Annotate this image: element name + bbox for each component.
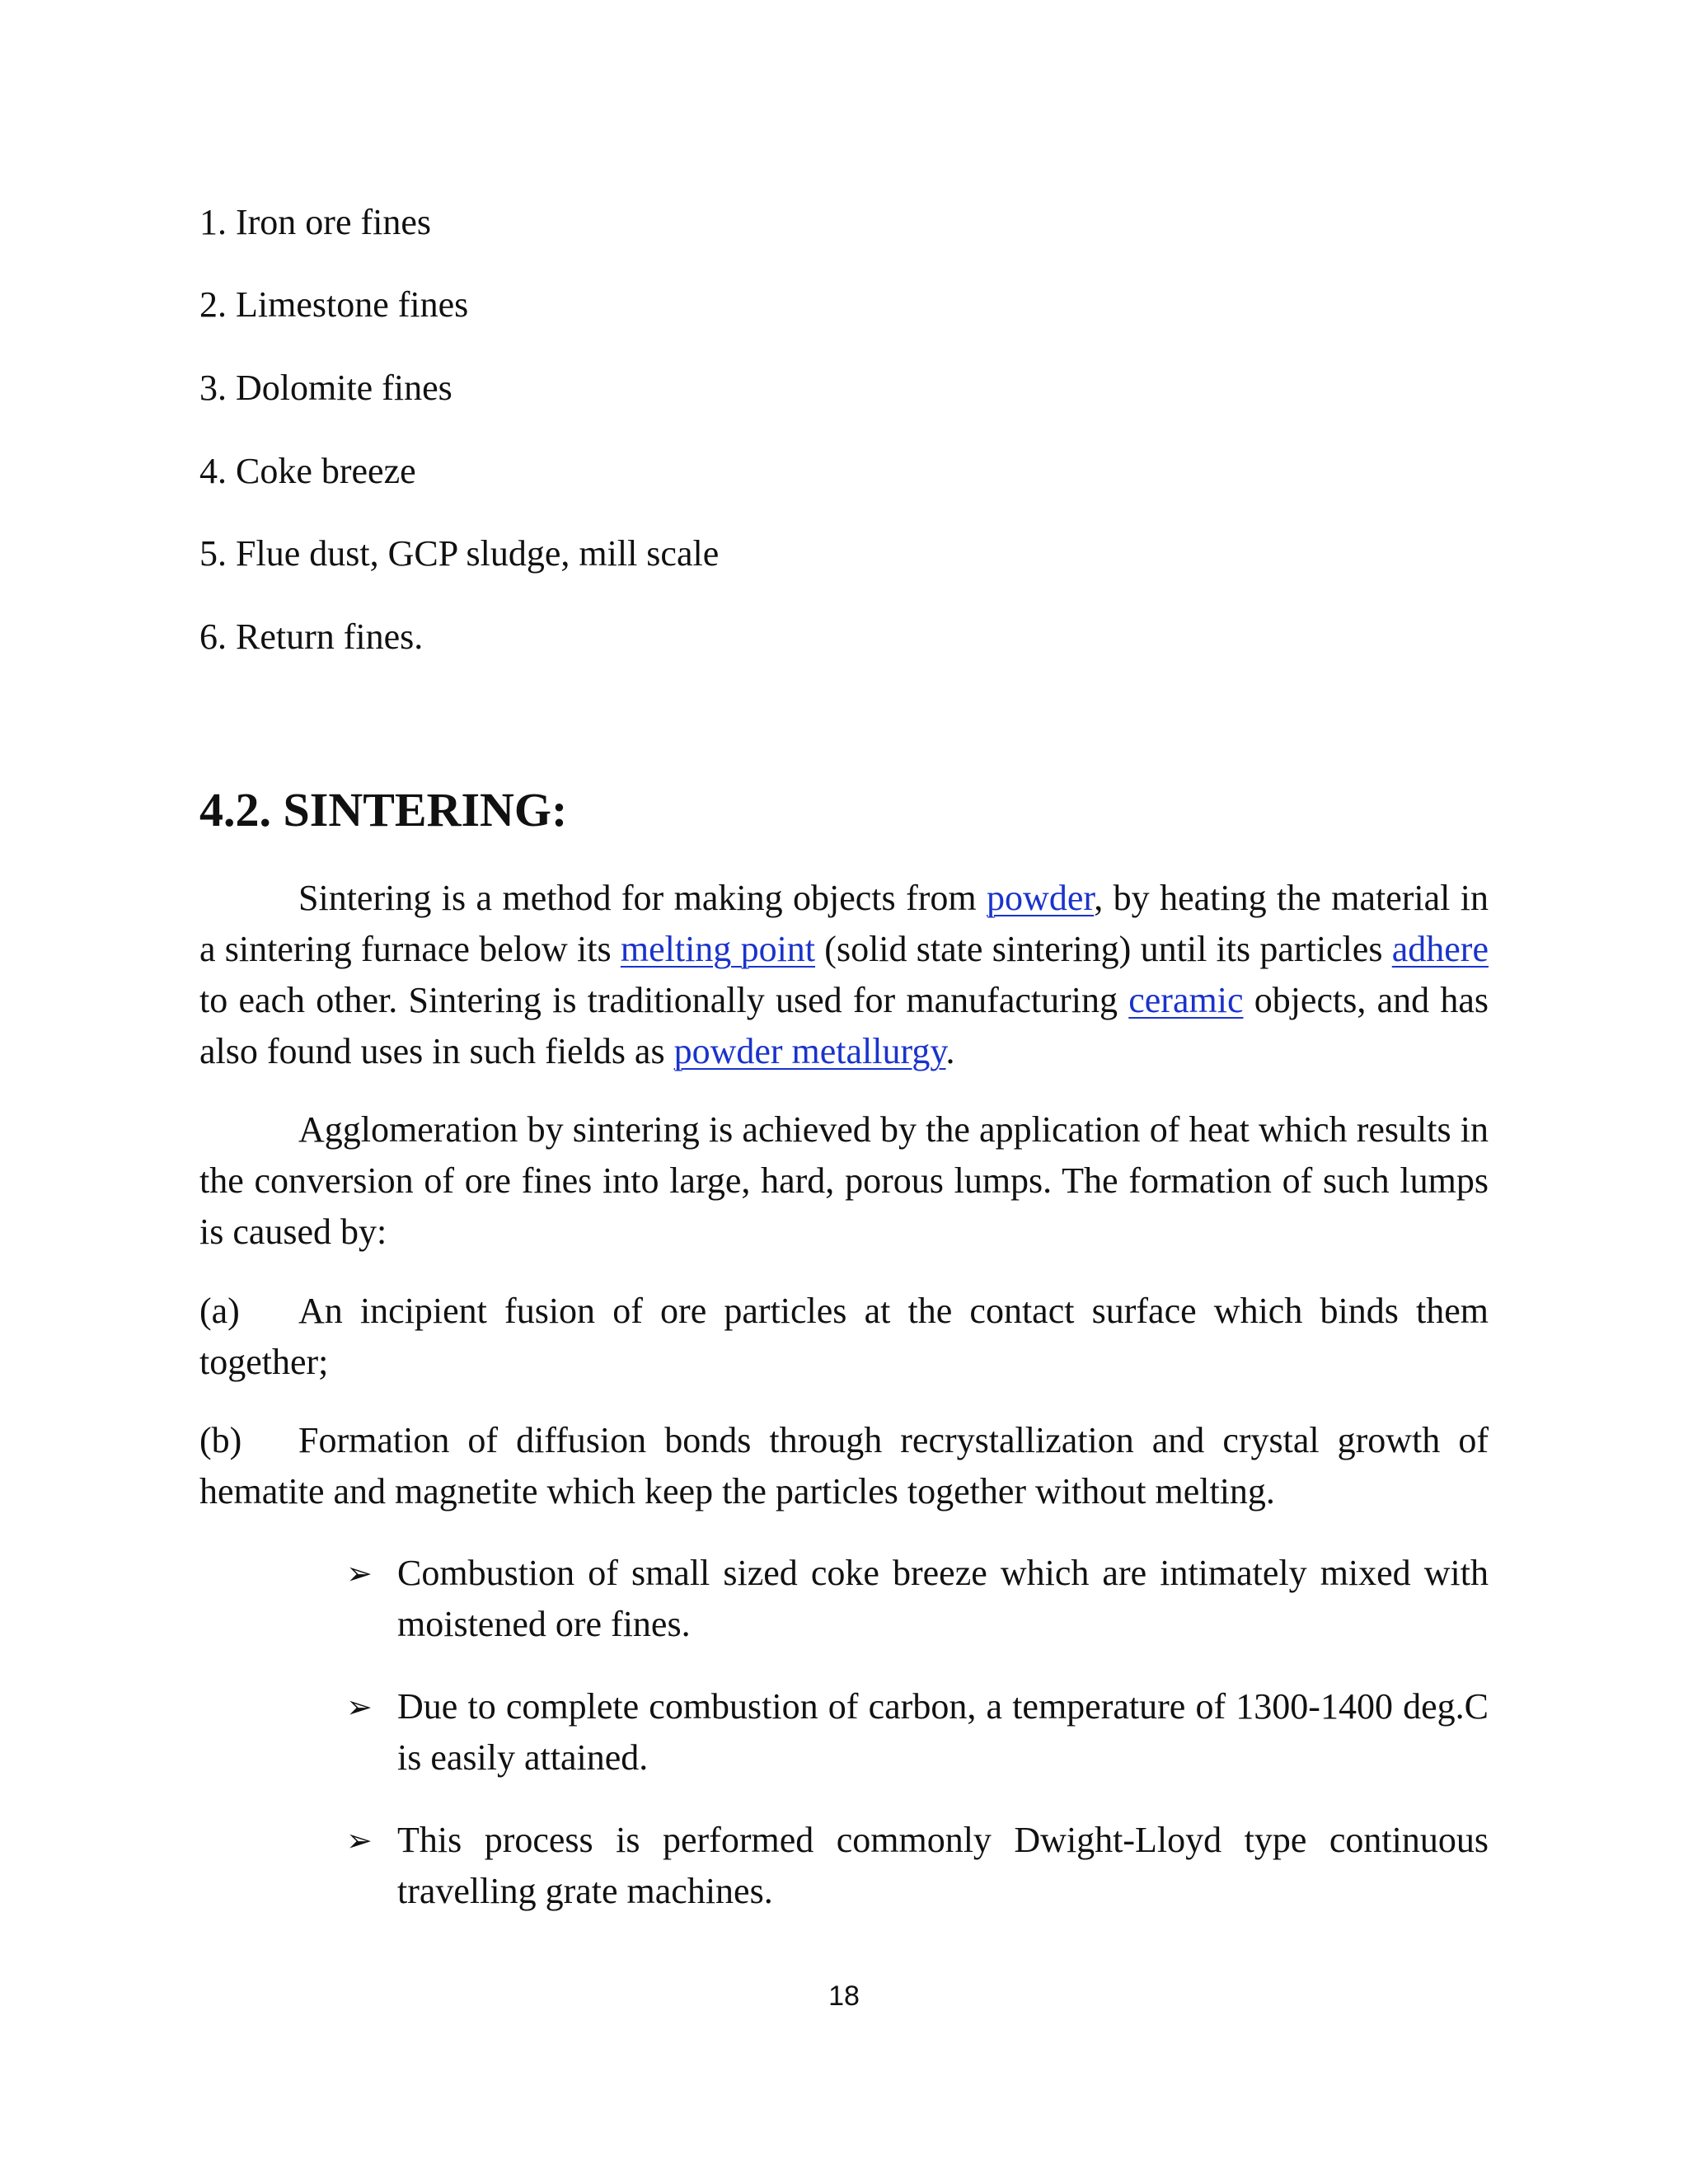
paragraph-text: (solid state sintering) until its particles <box>815 929 1392 969</box>
section-heading: 4.2. SINTERING: <box>199 783 568 837</box>
list-item: 4. Coke breeze <box>199 451 416 491</box>
paragraph-text: Sintering is a method for making objects from <box>298 878 987 918</box>
link-adhere[interactable]: adhere <box>1391 929 1489 969</box>
bullet-item <box>346 1815 1489 1917</box>
page-number: 18 <box>828 1980 860 2012</box>
paragraph-text: , by heating the material in a sintering furnace below its <box>199 878 1489 969</box>
paragraph-text: . <box>945 1031 955 1071</box>
link-powder-metallurgy[interactable]: powder metallurgy <box>673 1031 946 1071</box>
paragraph-agglomeration <box>199 1104 1489 1258</box>
item-b-text: Formation of diffusion bonds through recrystallization and crystal growth of hematite and magnetite which keep the particles together without melting. <box>199 1420 1489 1511</box>
bullet-item <box>346 1681 1489 1783</box>
link-powder[interactable]: powder <box>987 878 1095 918</box>
link-melting-point[interactable]: melting point <box>620 929 816 969</box>
bullet-text: This process is performed commonly Dwight-Lloyd type continuous travelling grate machines. <box>397 1820 1489 1911</box>
paragraph-text: objects, and has also found uses in such fields as <box>199 980 1489 1071</box>
list-item: 2. Limestone fines <box>199 284 469 325</box>
bullet-list <box>346 1548 1489 1948</box>
paragraph-text: to each other. Sintering is traditionally used for manufacturing <box>199 980 1129 1020</box>
item-b-marker: (b) <box>199 1420 242 1460</box>
bullet-item <box>346 1548 1489 1650</box>
paragraph-sintering-definition <box>199 873 1489 1077</box>
arrow-bullet-icon: ➢ <box>346 1555 373 1591</box>
item-a-marker: (a) <box>199 1291 240 1331</box>
item-a <box>199 1286 1489 1388</box>
arrow-bullet-icon: ➢ <box>346 1689 373 1725</box>
item-a-text: An incipient fusion of ore particles at the contact surface which binds them together; <box>199 1291 1489 1382</box>
arrow-bullet-icon: ➢ <box>346 1822 373 1858</box>
list-item: 1. Iron ore fines <box>199 202 432 242</box>
paragraph-text: Agglomeration by sintering is achieved by the application of heat which results in the conversion of ore fines into large, hard, porous lumps. The formation of such lumps is caused by: <box>199 1109 1489 1252</box>
list-item: 6. Return fines. <box>199 616 424 657</box>
link-ceramic[interactable]: ceramic <box>1128 980 1244 1020</box>
list-item: 5. Flue dust, GCP sludge, mill scale <box>199 533 720 574</box>
item-b <box>199 1415 1489 1517</box>
list-item: 3. Dolomite fines <box>199 368 452 408</box>
bullet-text: Combustion of small sized coke breeze which are intimately mixed with moistened ore fines. <box>397 1553 1489 1644</box>
bullet-text: Due to complete combustion of carbon, a temperature of 1300-1400 deg.C is easily attained. <box>397 1686 1489 1778</box>
